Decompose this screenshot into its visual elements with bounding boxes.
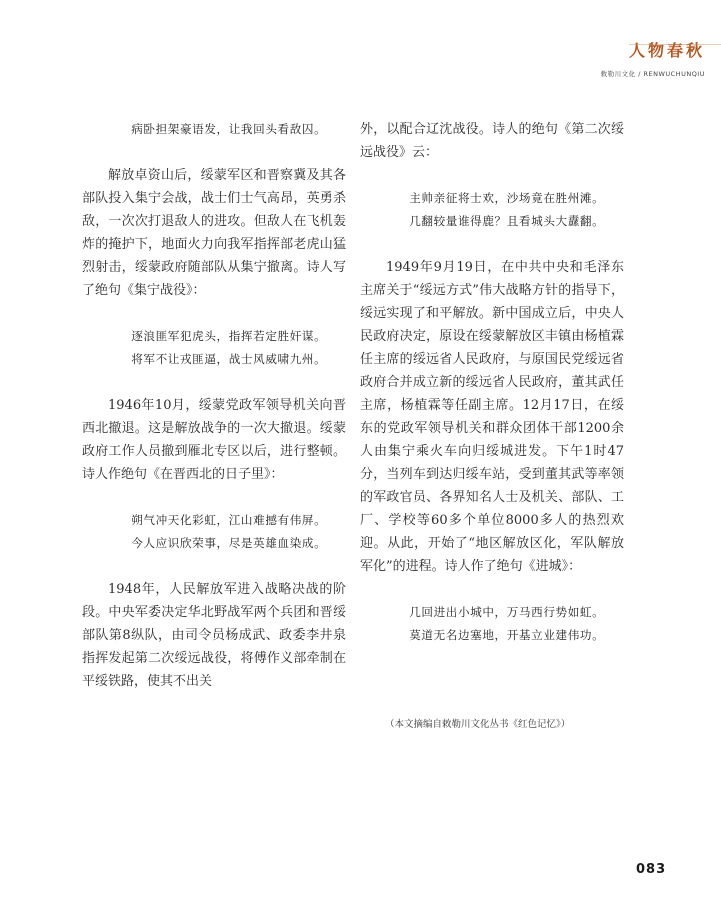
paragraph: 1948年，人民解放军进入战略决战的阶段。中央军委决定华北野战军两个兵团和晋绥部队第8纵队，由司令员杨成武、政委李井泉指挥发起第二次绥远战役，将傅作义部牵制在平绥铁路，使其不出关 bbox=[82, 582, 346, 689]
paragraph: 1949年9月19日，在中共中央和毛泽东主席关于“绥远方式”伟大战略方针的指导下，绥远实现了和平解放。新中国成立后，中央人民政府决定，原设在绥蒙解放区丰镇由杨植霖任主席的绥远省人民政府，与原国民党绥远省政府合并成立新的绥远省人民政府，董其武任主席，杨植霖等任副主席。12月17日，在绥东的党政军领导机关和群众团体干部1200余人由集宁乘火车向归绥城进发。下午1时47分，当列车到达归绥车站，受到董其武等率领的军政官员、各界知名人士及机关、部队、工厂、学校等60多个单位8000多人的热烈欢迎。从此，开始了“地区解放区化，军队解放军化”的进程。诗人作了绝句《进城》： bbox=[360, 260, 624, 574]
poem-line: 逐浪匪军犯虎头，指挥若定胜奸谋。 bbox=[131, 329, 327, 343]
right-column bbox=[360, 118, 624, 647]
poem-line: 今人应识欣荣事，尽是英雄血染成。 bbox=[131, 536, 327, 550]
source-note: （本文摘编自敕勒川文化丛书《红色记忆》） bbox=[385, 719, 571, 730]
poem-line: 主帅亲征将士欢，沙场竟在胜州滩。 bbox=[409, 191, 605, 205]
left-column bbox=[82, 118, 346, 693]
poem-line: 几翻较量谁得鹿？且看城头大纛翻。 bbox=[409, 214, 605, 228]
paragraph: 解放卓资山后，绥蒙军区和晋察冀及其各部队投入集宁会战，战士们士气高昂，英勇杀敌，一次次打退敌人的进攻。但敌人在飞机轰炸的掩护下，地面火力向我军指挥部老虎山猛烈射击，绥蒙政府随部队从集宁撤离。诗人写了绝句《集宁战役》： bbox=[82, 168, 346, 298]
section-subtitle: 敕勒川文化 / RENWUCHUNQIU bbox=[600, 70, 705, 78]
poem-line: 将军不让戎匪逼，战士风威啸九州。 bbox=[131, 352, 327, 366]
poem-line: 几回进出小城中，万马西行势如虹。 bbox=[409, 605, 605, 619]
poem-line: 莫道无名边塞地，开基立业建伟功。 bbox=[409, 628, 605, 642]
poem-line: 朔气冲天化彩虹，江山难撼有伟屏。 bbox=[131, 513, 327, 527]
paragraph: 外，以配合辽沈战役。诗人的绝句《第二次绥远战役》云： bbox=[360, 122, 624, 160]
header-divider bbox=[629, 44, 721, 45]
poem-line: 病卧担架豪语发，让我回头看敌囚。 bbox=[131, 122, 327, 136]
paragraph: 1946年10月，绥蒙党政军领导机关向晋西北撤退。这是解放战争的一次大撤退。绥蒙政府工作人员撤到雁北专区以后，进行整顿。诗人作绝句《在晋西北的日子里》： bbox=[82, 398, 346, 482]
section-title: 人物春秋 bbox=[628, 41, 705, 60]
page-number: 083 bbox=[636, 862, 667, 877]
